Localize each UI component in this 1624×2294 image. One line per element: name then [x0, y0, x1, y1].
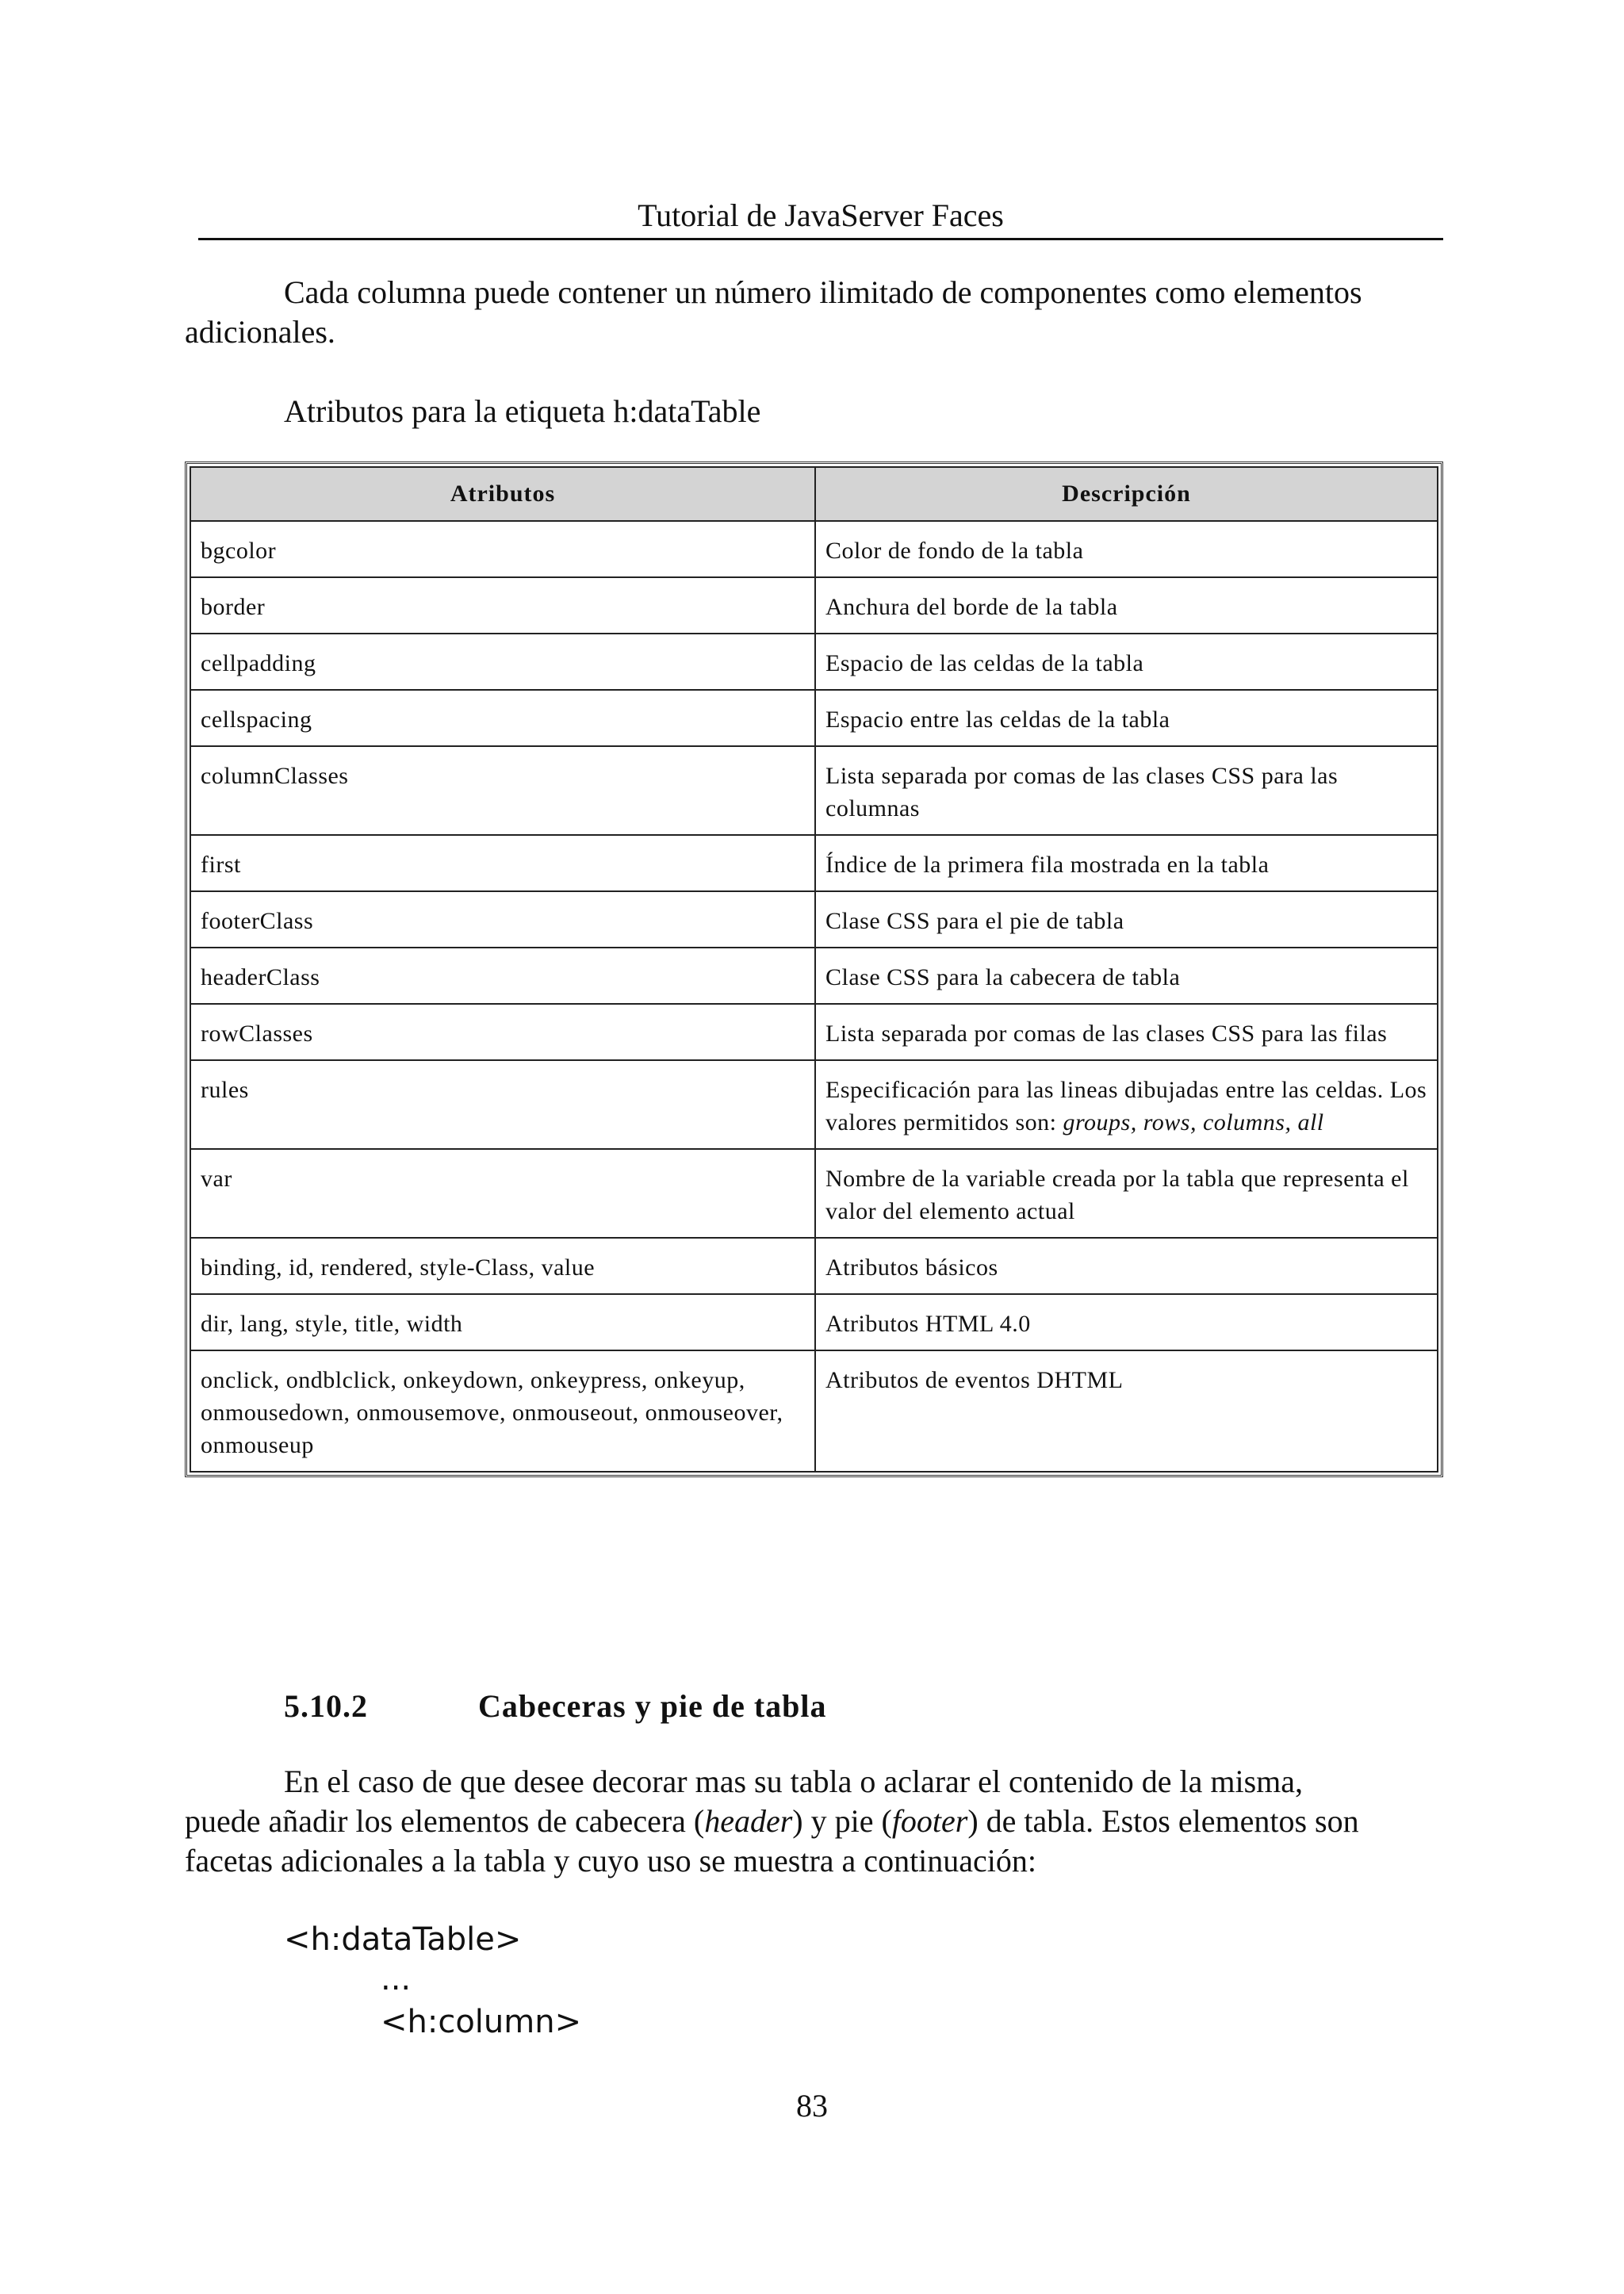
- attribute-cell: var: [190, 1149, 815, 1238]
- table-row: [190, 891, 1438, 948]
- table-row: [190, 1238, 1438, 1294]
- description-cell: Color de fondo de la tabla: [815, 521, 1438, 577]
- table-row: [190, 948, 1438, 1004]
- table-row: [190, 746, 1438, 835]
- attribute-cell: cellspacing: [190, 690, 815, 746]
- table-body: [190, 521, 1438, 1472]
- description-cell: [815, 1060, 1438, 1149]
- code-line: <h:dataTable>: [284, 1921, 522, 1958]
- description-cell: Espacio entre las celdas de la tabla: [815, 690, 1438, 746]
- table-row: [190, 1060, 1438, 1149]
- attribute-cell: border: [190, 577, 815, 634]
- body-footer-term: footer: [891, 1803, 968, 1839]
- column-header-attributes: Atributos: [190, 467, 815, 521]
- description-cell: Anchura del borde de la tabla: [815, 577, 1438, 634]
- table-caption: Atributos para la etiqueta h:dataTable: [284, 393, 761, 429]
- running-header: Tutorial de JavaServer Faces: [198, 193, 1443, 240]
- description-italic-values: groups, rows, columns, all: [1063, 1109, 1324, 1136]
- attribute-cell: columnClasses: [190, 746, 815, 835]
- attribute-cell: dir, lang, style, title, width: [190, 1294, 815, 1350]
- section-title: Cabeceras y pie de tabla: [478, 1688, 827, 1724]
- body-line-2a: puede añadir los elementos de cabecera (: [185, 1803, 705, 1839]
- attribute-cell: bgcolor: [190, 521, 815, 577]
- description-cell: Espacio de las celdas de la tabla: [815, 634, 1438, 690]
- section-number: 5.10.2: [284, 1688, 368, 1724]
- attribute-cell: headerClass: [190, 948, 815, 1004]
- attributes-table-frame: [185, 461, 1443, 1477]
- description-cell: Atributos de eventos DHTML: [815, 1350, 1438, 1472]
- attribute-cell: first: [190, 835, 815, 891]
- page-number: 83: [796, 2088, 828, 2124]
- attribute-cell: binding, id, rendered, style-Class, value: [190, 1238, 815, 1294]
- table-row: [190, 1004, 1438, 1060]
- code-line: <h:column>: [381, 2004, 582, 2040]
- description-text: Especificación para las lineas dibujadas entre las celdas. Los valores permitidos son:: [825, 1077, 1427, 1136]
- body-line-1: En el caso de que desee decorar mas su tabla o aclarar el contenido de la misma,: [284, 1764, 1303, 1799]
- table-row: [190, 835, 1438, 891]
- attribute-cell: footerClass: [190, 891, 815, 948]
- description-cell: Índice de la primera fila mostrada en la tabla: [815, 835, 1438, 891]
- description-cell: Nombre de la variable creada por la tabla que representa el valor del elemento actual: [815, 1149, 1438, 1238]
- table-row: [190, 1294, 1438, 1350]
- table-row: [190, 521, 1438, 577]
- body-paragraph: [185, 1762, 1446, 1881]
- column-header-description: Descripción: [815, 467, 1438, 521]
- table-row: [190, 1350, 1438, 1472]
- intro-line-2: adicionales.: [185, 314, 335, 350]
- description-cell: Lista separada por comas de las clases CSS para las columnas: [815, 746, 1438, 835]
- section-heading: [284, 1684, 827, 1729]
- intro-paragraph: [185, 273, 1446, 352]
- attribute-cell: rules: [190, 1060, 815, 1149]
- table-row: [190, 690, 1438, 746]
- description-cell: Atributos básicos: [815, 1238, 1438, 1294]
- attribute-cell: cellpadding: [190, 634, 815, 690]
- intro-line-1: Cada columna puede contener un número ilimitado de componentes como elementos: [284, 274, 1362, 310]
- description-cell: Atributos HTML 4.0: [815, 1294, 1438, 1350]
- description-cell: Lista separada por comas de las clases CSS para las filas: [815, 1004, 1438, 1060]
- body-line-2c: ) de tabla. Estos elementos son: [967, 1803, 1359, 1839]
- table-header-row: [190, 467, 1438, 521]
- table-row: [190, 577, 1438, 634]
- table-row: [190, 634, 1438, 690]
- table-row: [190, 1149, 1438, 1238]
- body-line-2b: ) y pie (: [792, 1803, 892, 1839]
- body-line-3: facetas adicionales a la tabla y cuyo uso se muestra a continuación:: [185, 1843, 1037, 1878]
- attributes-table: [190, 466, 1438, 1473]
- description-cell: Clase CSS para la cabecera de tabla: [815, 948, 1438, 1004]
- code-line: ...: [381, 1961, 412, 1997]
- body-header-term: header: [704, 1803, 793, 1839]
- description-cell: Clase CSS para el pie de tabla: [815, 891, 1438, 948]
- attribute-cell: onclick, ondblclick, onkeydown, onkeypress, onkeyup, onmousedown, onmousemove, onmouseout, onmouseover, onmouseup: [190, 1350, 815, 1472]
- attribute-cell: rowClasses: [190, 1004, 815, 1060]
